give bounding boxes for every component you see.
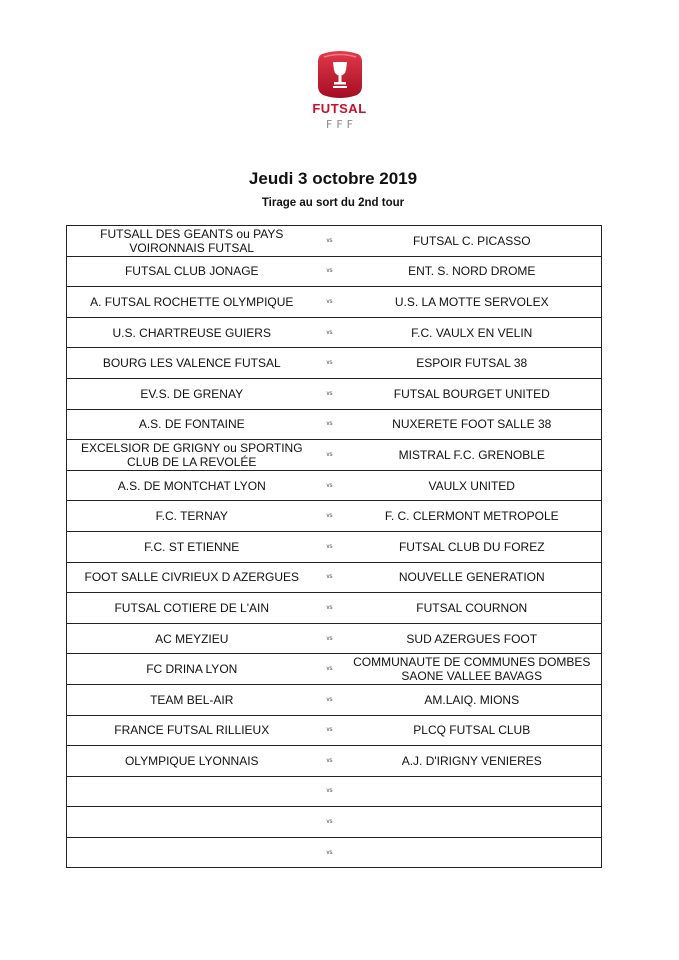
away-team: FUTSAL COURNON [343,593,602,624]
versus-label: vs [317,287,343,318]
away-team: FUTSAL C. PICASSO [343,226,602,257]
away-team: F. C. CLERMONT METROPOLE [343,501,602,532]
match-row [67,470,602,501]
away-team: ENT. S. NORD DROME [343,256,602,287]
versus-label: vs [317,501,343,532]
match-row [67,348,602,379]
versus-label: vs [317,409,343,440]
versus-label: vs [317,562,343,593]
match-row [67,562,602,593]
away-team: A.J. D'IRIGNY VENIERES [343,746,602,777]
versus-label: vs [317,623,343,654]
home-team: AC MEYZIEU [67,623,317,654]
match-row [67,531,602,562]
match-row [67,317,602,348]
home-team: TEAM BEL-AIR [67,684,317,715]
versus-label: vs [317,378,343,409]
away-team [343,807,602,838]
home-team: FUTSAL CLUB JONAGE [67,256,317,287]
away-team: MISTRAL F.C. GRENOBLE [343,440,602,471]
home-team: EV.S. DE GRENAY [67,378,317,409]
away-team: COMMUNAUTE DE COMMUNES DOMBES SAONE VALLEE BAVAGS [343,654,602,685]
versus-label: vs [317,837,343,868]
away-team: PLCQ FUTSAL CLUB [343,715,602,746]
versus-label: vs [317,746,343,777]
versus-label: vs [317,654,343,685]
futsal-fff-logo [0,50,679,131]
away-team: AM.LAIQ. MIONS [343,684,602,715]
match-row [67,501,602,532]
away-team: U.S. LA MOTTE SERVOLEX [343,287,602,318]
away-team: NUXERETE FOOT SALLE 38 [343,409,602,440]
home-team: BOURG LES VALENCE FUTSAL [67,348,317,379]
versus-label: vs [317,317,343,348]
match-row [67,378,602,409]
home-team: A.S. DE FONTAINE [67,409,317,440]
versus-label: vs [317,226,343,257]
versus-label: vs [317,470,343,501]
match-row [67,623,602,654]
away-team: FUTSAL BOURGET UNITED [343,378,602,409]
home-team [67,807,317,838]
home-team: FC DRINA LYON [67,654,317,685]
home-team: U.S. CHARTREUSE GUIERS [67,317,317,348]
match-row [67,226,602,257]
match-row [67,440,602,471]
home-team: FUTSAL COTIERE DE L'AIN [67,593,317,624]
home-team [67,776,317,807]
logo-federation: FFF [326,118,357,131]
match-row [67,684,602,715]
versus-label: vs [317,440,343,471]
match-row [67,837,602,868]
match-row [67,287,602,318]
home-team: F.C. TERNAY [67,501,317,532]
match-row [67,409,602,440]
match-row [67,654,602,685]
match-row [67,746,602,777]
logo-wordmark: FUTSAL [312,101,367,116]
away-team: ESPOIR FUTSAL 38 [343,348,602,379]
home-team: OLYMPIQUE LYONNAIS [67,746,317,777]
away-team: FUTSAL CLUB DU FOREZ [343,531,602,562]
versus-label: vs [317,807,343,838]
draw-table [66,225,602,868]
away-team: SUD AZERGUES FOOT [343,623,602,654]
away-team: VAULX UNITED [343,470,602,501]
home-team [67,837,317,868]
home-team: FUTSALL DES GEANTS ou PAYS VOIRONNAIS FUTSAL [67,226,317,257]
trophy-shield-icon [314,50,366,100]
away-team: NOUVELLE GENERATION [343,562,602,593]
versus-label: vs [317,776,343,807]
home-team: FRANCE FUTSAL RILLIEUX [67,715,317,746]
home-team: FOOT SALLE CIVRIEUX D AZERGUES [67,562,317,593]
match-row [67,807,602,838]
home-team: F.C. ST ETIENNE [67,531,317,562]
versus-label: vs [317,256,343,287]
versus-label: vs [317,593,343,624]
match-row [67,776,602,807]
away-team: F.C. VAULX EN VELIN [343,317,602,348]
home-team: EXCELSIOR DE GRIGNY ou SPORTING CLUB DE LA REVOLÉE [67,440,317,471]
versus-label: vs [317,684,343,715]
away-team [343,776,602,807]
match-row [67,715,602,746]
versus-label: vs [317,715,343,746]
page-subtitle: Tirage au sort du 2nd tour [261,197,405,209]
away-team [343,837,602,868]
versus-label: vs [317,531,343,562]
home-team: A.S. DE MONTCHAT LYON [67,470,317,501]
match-row [67,256,602,287]
page-title: Jeudi 3 octobre 2019 [248,169,418,188]
home-team: A. FUTSAL ROCHETTE OLYMPIQUE [67,287,317,318]
versus-label: vs [317,348,343,379]
match-row [67,593,602,624]
